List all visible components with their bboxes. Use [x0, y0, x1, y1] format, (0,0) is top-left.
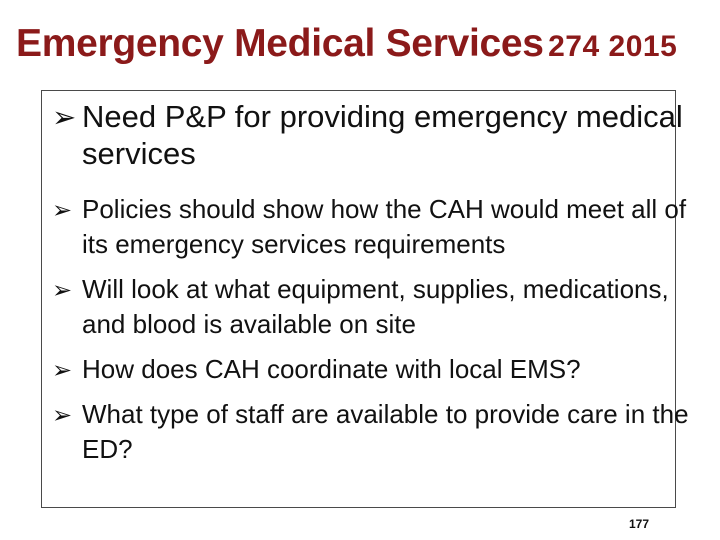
arrow-bullet-icon: ➢: [52, 100, 77, 134]
page-number: 177: [629, 517, 650, 531]
arrow-bullet-icon: ➢: [52, 196, 73, 224]
bullet-item: [52, 397, 692, 467]
arrow-bullet-icon: ➢: [52, 356, 73, 384]
bullet-list: [52, 98, 692, 467]
bullet-text: Will look at what equipment, supplies, medications, and blood is available on site: [82, 274, 669, 339]
bullet-item: [52, 352, 692, 387]
arrow-bullet-icon: ➢: [52, 401, 73, 429]
slide-title: [16, 22, 677, 66]
bullet-text: Policies should show how the CAH would meet all of its emergency services requirements: [82, 194, 687, 259]
slide-title-suffix: 274 2015: [548, 30, 678, 63]
bullet-text: How does CAH coordinate with local EMS?: [82, 354, 581, 384]
bullet-text: Need P&P for providing emergency medical services: [82, 99, 683, 171]
bullet-text: What type of staff are available to provide care in the ED?: [82, 399, 689, 464]
slide-title-main: Emergency Medical Services: [16, 22, 544, 65]
bullet-item: [52, 192, 692, 262]
arrow-bullet-icon: ➢: [52, 276, 73, 304]
bullet-item: [52, 98, 692, 172]
bullet-item: [52, 272, 692, 342]
